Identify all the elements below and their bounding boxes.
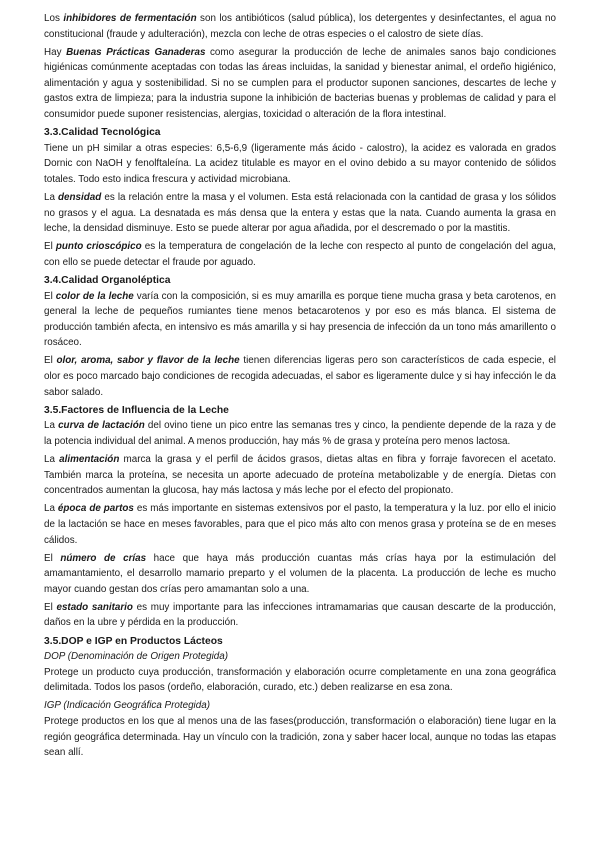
text-run: marca la grasa y el perfil de ácidos grasos, dietas altas en fibra y forraje favorecen el acetato. También marca la proteína, se necesita un aporte adecuado de proteína metabolizable y de energía. Dietas con concentrados aumentan la glucosa, hay más lactosa y más leche por el efecto del propionato. bbox=[44, 454, 556, 497]
paragraph bbox=[44, 551, 556, 598]
text-run: varía con la composición, si es muy amarilla es porque tiene mucha grasa y beta carotenos, en general la leche de pequeños rumiantes tiene menos betacarotenos y por eso es más blanca. El sistema de producción también afecta, en intensivo es más amarilla y si hay presencia de infección da un tono más amarillento o rosáceo. bbox=[44, 290, 557, 349]
key-term: punto crioscópico bbox=[55, 241, 142, 253]
paragraph bbox=[44, 353, 556, 400]
text-run: Protege productos en los que al menos una de las fases(producción, transformación o elaboración) tiene lugar en la región geográfica determinada. Hay un vínculo con la tradición, zona y saber hacer local, aunque no todas las etapas sean allí. bbox=[44, 716, 556, 759]
paragraph bbox=[44, 714, 556, 761]
text-run: El bbox=[44, 241, 56, 253]
key-term: Buenas Prácticas Ganaderas bbox=[66, 46, 206, 58]
paragraph bbox=[44, 600, 556, 631]
paragraph bbox=[44, 45, 556, 123]
text-run: hace que haya más producción cuantas más crías haya por la estimulación del amamantamiento, el desarrollo mamario preparto y el volumen de la placenta. La producción de leche es mucho mayor cuando gestan dos crías pero amamantan solo a una. bbox=[44, 552, 556, 595]
subheading: IGP (Indicación Geográfica Protegida) bbox=[44, 700, 210, 712]
text-run: La bbox=[44, 503, 58, 515]
key-term: curva de lactación bbox=[58, 420, 145, 432]
text-run: Los bbox=[44, 13, 64, 24]
text-run: tienen diferencias ligeras pero son característicos de cada especie, el olor es poco marcado bajo condiciones de recogida adecuadas, el sabor es ligeramente dulce y si hay infección le da sabor salado. bbox=[44, 355, 556, 398]
paragraph bbox=[44, 452, 556, 499]
subheading: DOP (Denominación de Origen Protegida) bbox=[44, 651, 229, 663]
text-run: La bbox=[44, 192, 59, 204]
text-run: La bbox=[44, 454, 60, 466]
paragraph bbox=[44, 501, 556, 548]
text-run: El bbox=[44, 601, 57, 613]
section-heading: 3.4.Calidad Organoléptica bbox=[44, 275, 171, 286]
text-run: Protege un producto cuya producción, transformación y elaboración ocurre completamente en una zona geográfica delimitada. Todos los pasos (ordeño, elaboración, curado, etc.) deben realizarse en esa zona. bbox=[44, 666, 556, 694]
paragraph bbox=[44, 239, 556, 270]
text-run: El bbox=[44, 290, 56, 302]
section-heading: 3.5.Factores de Influencia de la Leche bbox=[44, 404, 229, 416]
text-run: como asegurar la producción de leche de animales sanos bajo condiciones higiénicas comúnmente aceptadas con todas las áreas incluidas, la sanidad y bienestar animal, el ordeño higiénico, alimentación y agua y sostenibilidad. Si no se cumplen para el productor suponen sanciones, descartes de leche y gastos extra de limpieza; para la industria supone la inhibición de bacterias buenas y problemas de calidad y para el consumidor puede suponer resistencias, alergias, toxicidad o alteración de la flora intestinal. bbox=[44, 46, 557, 121]
key-term: alimentación bbox=[59, 454, 120, 466]
paragraph bbox=[44, 665, 556, 696]
paragraph bbox=[44, 289, 556, 351]
key-term: color de la leche bbox=[55, 290, 134, 302]
text-run: es la temperatura de congelación de la leche con respecto al punto de congelación del agua, con ello se puede detectar el fraude por aguado. bbox=[44, 241, 556, 268]
text-run: La bbox=[44, 420, 59, 432]
key-term: densidad bbox=[58, 192, 102, 204]
paragraph bbox=[44, 141, 556, 188]
key-term: olor, aroma, sabor y flavor de la leche bbox=[56, 355, 240, 367]
key-term: inhibidores de fermentación bbox=[63, 13, 197, 24]
text-run: es la relación entre la masa y el volumen. Esta está relacionada con la cantidad de grasa y los sólidos no grasos y el agua. La desnatada es más densa que la entera y estas que la nata. Cuando aumenta la grasa en leche, la densidad disminuye. Esto se puede alterar por agua añadida, por el descremado o por la mastitis. bbox=[44, 192, 557, 235]
text-run: es más importante en sistemas extensivos por el pasto, la temperatura y la luz. por ello el inicio de la lactación se hace en meses favorables, para que el pico más alto con menos grasa y proteína se de en meses cálidos. bbox=[44, 503, 556, 546]
text-run: Tiene un pH similar a otras especies: 6,5-6,9 (ligeramente más ácido - calostro), la acidez es valorada en grados Dornic con NaOH y fenolftaleína. La acidez titulable es mayor en el ovino debido a su mayor contenido de sólidos totales. Todo esto indica frescura y actividad microbiana. bbox=[44, 142, 556, 185]
paragraph bbox=[44, 418, 556, 449]
text-run: El bbox=[44, 552, 61, 564]
paragraph bbox=[44, 11, 556, 42]
key-term: época de partos bbox=[57, 503, 134, 515]
paragraph bbox=[44, 190, 556, 237]
key-term: estado sanitario bbox=[56, 601, 133, 613]
text-run: son los antibióticos (salud pública), los detergentes y desinfectantes, el agua no constitucional (fraude y adulteración), mezcla con leche de otras especies o el calostro de siete días. bbox=[44, 13, 556, 40]
text-run: del ovino tiene un pico entre las semanas tres y cinco, la pendiente depende de la raza y de la potencia individual del animal. A menos producción, hay más % de grasa y proteína pero menos lactosa. bbox=[44, 420, 557, 447]
text-run: Hay bbox=[44, 46, 67, 58]
section-heading: 3.5.DOP e IGP en Productos Lácteos bbox=[44, 635, 223, 647]
text-run: El bbox=[44, 355, 57, 367]
key-term: número de crías bbox=[60, 552, 147, 564]
text-run: es muy importante para las infecciones intramamarias que causan descarte de la producción, daños en la ubre y pérdida en la producción. bbox=[44, 601, 556, 629]
section-heading: 3.3.Calidad Tecnológica bbox=[44, 127, 161, 139]
